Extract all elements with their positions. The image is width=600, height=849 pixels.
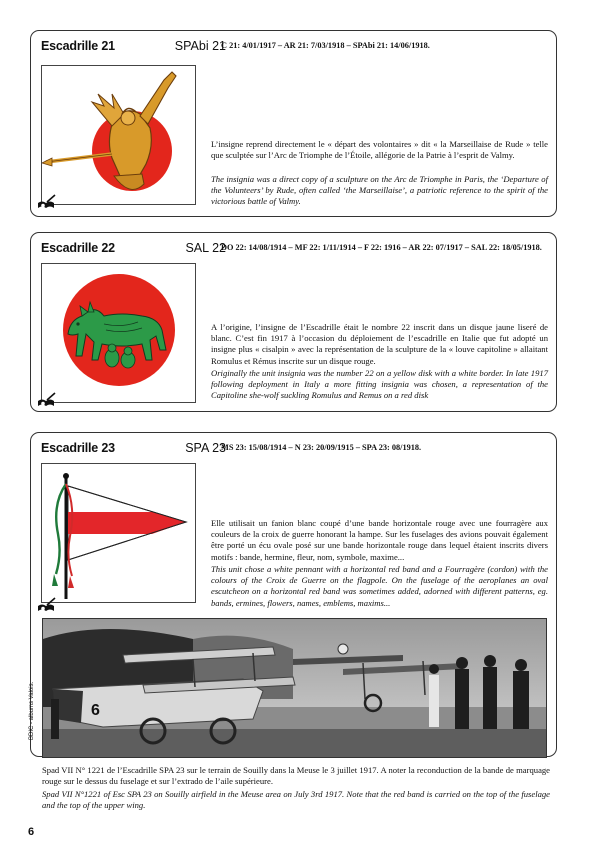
escadrille-name: Escadrille 22 <box>41 241 115 255</box>
escadrille-name: Escadrille 21 <box>41 39 115 53</box>
page-number: 6 <box>28 826 35 838</box>
escadrille-dates: MS 23: 15/08/1914 – N 23: 20/09/1915 – SPA 23: 08/1918. <box>221 443 422 452</box>
escadrille-code: SPAbi 21 <box>174 39 226 53</box>
photo-credit: BDIC - albums Valois. <box>29 681 35 740</box>
escadrille-21-card <box>30 30 557 217</box>
escadrille-code: SPA 23 <box>185 441 226 455</box>
card-header <box>41 39 549 57</box>
escadrille-code: SAL 22 <box>185 241 226 255</box>
photo-caption-fr: Spad VII N° 1221 de l’Escadrille SPA 23 sur le terrain de Souilly dans la Meuse le 3 juillet 1917. A noter la reconduction de la bande de marquage rouge sur le dessus du fuselage et sur l’extrado de l’aile supérieure. <box>42 765 550 786</box>
escadrille-dates: C 21: 4/01/1917 – AR 21: 7/03/1918 – SPAbi 21: 14/06/1918. <box>221 41 430 50</box>
insignia-description-fr: Elle utilisait un fanion blanc coupé d’une bande horizontale rouge avec une fourragère aux couleurs de la croix de guerre honorant la hampe. Sur les fuselages des avions pouvait également être porté un écu ovale posé sur une bande horizontale rouge dans lequel étaient inscrits divers motifs : bande, hermine, fleur, nom, symbole, maxime... <box>211 518 548 562</box>
airfield-photo-drawing <box>43 619 547 758</box>
escadrille-dates: DO 22: 14/08/1914 – MF 22: 1/11/1914 – F 22: 1916 – AR 22: 07/1917 – SAL 22: 18/05/1918. <box>221 243 542 252</box>
insignia-description-en: Originally the unit insignia was the number 22 on a yellow disk with a white border. In late 1917 following deployment in Italy a more fitting insignia was chosen, a representation of the Capitoline she-wolf suckling Romulus and Remus on a red disk <box>211 368 548 401</box>
insignia-description-en: This unit chose a white pennant with a horizontal red band and a Fourragère (cordon) with the colours of the Croix de Guerre on the flagpole. On the fuselage of the aeroplanes an oval escutcheon on a horizontal red band was sometimes added, adorned with different patterns, eg. bands, ermines, flowers, names, emblems, maxims... <box>211 564 548 608</box>
escadrille-22-card <box>30 232 557 412</box>
fuselage-number: 6 <box>91 702 100 719</box>
capitoline-wolf-insignia-drawing <box>42 264 196 403</box>
insignia-pennant-image <box>41 463 196 603</box>
insignia-marseillaise-image <box>41 65 196 205</box>
marseillaise-insignia-drawing <box>42 66 196 205</box>
escadrille-name: Escadrille 23 <box>41 441 115 455</box>
insignia-description-en: The insignia was a direct copy of a sculpture on the Arc de Triomphe in Paris, the ‘Departure of the Volunteers’ by Rude, often called ‘the Marseillaise’, a patriotic reference to the spirit of the victorious battle of Valmy. <box>211 174 548 207</box>
photo-caption-en: Spad VII N°1221 of Esc SPA 23 on Souilly airfield in the Meuse area on July 3rd 1917. Note that the red band is carried on the top of the fuselage and the top of the upper wing. <box>42 789 550 810</box>
insignia-she-wolf-image <box>41 263 196 403</box>
card-header <box>41 241 549 259</box>
insignia-description-fr: A l’origine, l’insigne de l’Escadrille était le nombre 22 inscrit dans un disque jaune liseré de blanc. C’est fin 1917 à l’occasion du déploiement de l’escadrille en Italie que fut adopté un insigne plus « cisalpin » avec la représentation de la sculpture de la « louve capitoline » allaitant Romulus et Rémus inscrite sur un disque rouge. <box>211 322 548 366</box>
insignia-description-fr: L’insigne reprend directement le « départ des volontaires » dit « la Marseillaise de Rude » telle que sculptée sur l’Arc de Triomphe de l’Étoile, allégorie de la Patrie à l’esprit de Valmy. <box>211 139 548 161</box>
pennant-insignia-drawing <box>42 464 196 603</box>
book-quill-icon <box>37 597 57 613</box>
book-quill-icon <box>37 392 57 408</box>
card-header <box>41 441 549 459</box>
spad-vii-photo <box>42 618 547 758</box>
book-quill-icon <box>37 194 57 210</box>
